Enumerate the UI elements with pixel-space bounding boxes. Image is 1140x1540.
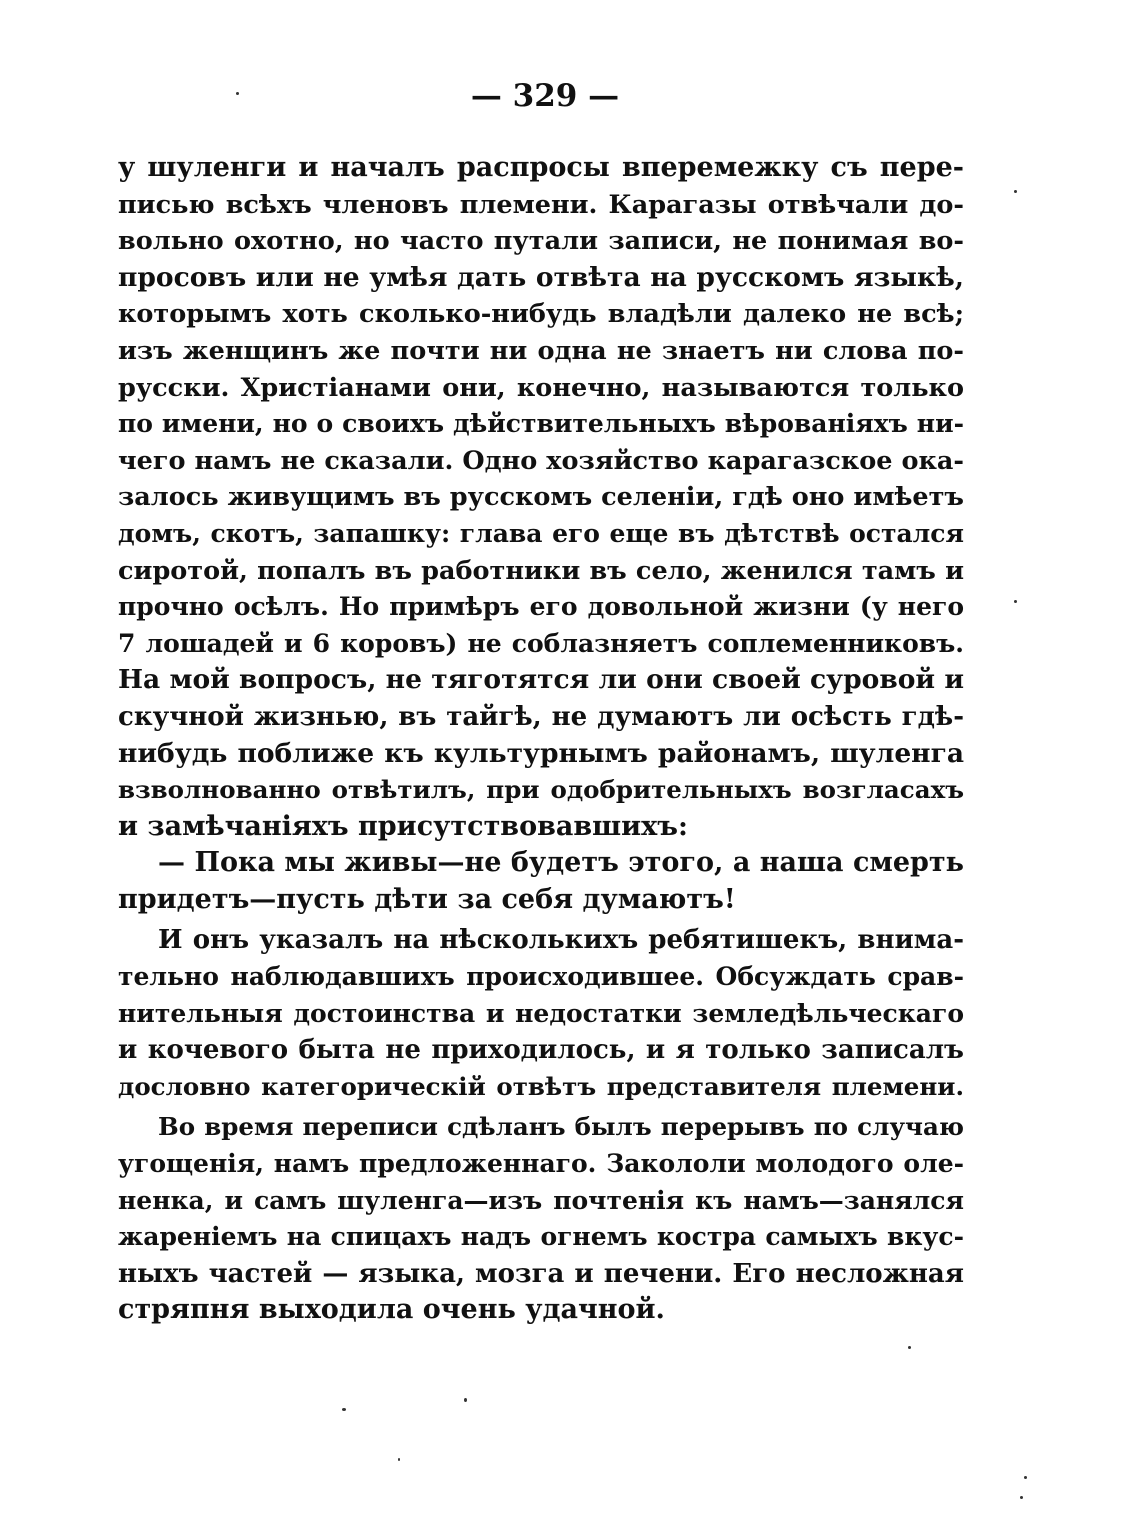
paragraph-start-line: Во время переписи сдѣланъ былъ перерывъ по случаю (158, 1112, 964, 1142)
text-line: ныхъ частей — языка, мозга и печени. Его несложная (118, 1258, 964, 1289)
text-line: жареніемъ на спицахъ надъ огнемъ костра самыхъ вкус- (118, 1222, 964, 1252)
text-line: которымъ хоть сколько-нибудь владѣли далеко не всѣ; (118, 299, 964, 330)
dialogue-line: — Пока мы живы—не будетъ этого, а наша смерть (158, 847, 964, 879)
text-line: просовъ или не умѣя дать отвѣта на русскомъ языкѣ, (118, 261, 964, 293)
text-line: скучной жизнью, въ тайгѣ, не думаютъ ли осѣсть гдѣ- (118, 701, 964, 732)
dialogue-line: придетъ—пусть дѣти за себя думаютъ! (118, 883, 736, 915)
page-number: — 329 — (470, 78, 620, 114)
scan-speck (398, 1458, 400, 1461)
scan-speck (236, 92, 239, 95)
scan-speck (1024, 1476, 1027, 1479)
scan-speck (1014, 600, 1017, 603)
text-line: по имени, но о своихъ дѣйствительныхъ вѣрованіяхъ ни- (118, 409, 964, 439)
text-line: стряпня выходила очень удачной. (118, 1294, 665, 1326)
text-line: изъ женщинъ же почти ни одна не знаетъ ни слова по- (118, 335, 964, 366)
text-line: нибудь поближе къ культурнымъ районамъ, шуленга (118, 737, 964, 769)
scan-speck (342, 1408, 346, 1411)
text-line: русски. Христіанами они, конечно, называются только (118, 372, 964, 403)
text-line: ненка, и самъ шуленга—изъ почтенія къ намъ—занялся (118, 1185, 964, 1215)
text-line: и замѣчаніяхъ присутствовавшихъ: (118, 810, 688, 842)
body-text (118, 150, 964, 1329)
scan-speck (1020, 1496, 1023, 1499)
text-line: На мой вопросъ, не тяготятся ли они своей суровой и (118, 664, 964, 696)
text-line: 7 лошадей и 6 коровъ) не соблазняетъ соплеменниковъ. (118, 628, 964, 658)
scan-speck (1014, 190, 1017, 193)
text-line: залось живущимъ въ русскомъ селеніи, гдѣ оно имѣетъ (118, 482, 964, 513)
text-line: угощенія, намъ предложеннаго. Закололи молодого оле- (118, 1149, 964, 1179)
paragraph-start-line: И онъ указалъ на нѣсколькихъ ребятишекъ, внима- (158, 925, 964, 956)
text-line: и кочевого быта не приходилось, и я только записалъ (118, 1035, 964, 1066)
text-line: нительныя достоинства и недостатки земледѣльческаго (118, 998, 964, 1028)
scan-speck (908, 1346, 911, 1349)
text-line: вольно охотно, но часто путали записи, не понимая во- (118, 226, 964, 257)
text-line: сиротой, попалъ въ работники въ село, женился тамъ и (118, 555, 964, 586)
text-line: у шуленги и началъ распросы вперемежку съ пере- (118, 152, 964, 183)
scan-speck (464, 1398, 467, 1402)
text-line: прочно осѣлъ. Но примѣръ его довольной жизни (у него (118, 592, 964, 622)
text-line: писью всѣхъ членовъ племени. Карагазы отвѣчали до- (118, 189, 964, 220)
text-line: взволнованно отвѣтилъ, при одобрительныхъ возгласахъ (118, 775, 964, 805)
text-line: чего намъ не сказали. Одно хозяйство карагазское ока- (118, 445, 964, 476)
text-line: дословно категорическій отвѣтъ представителя племени. (118, 1071, 964, 1101)
text-line: домъ, скотъ, запашку: глава его еще въ дѣтствѣ остался (118, 518, 964, 548)
text-line: тельно наблюдавшихъ происходившее. Обсуждать срав- (118, 962, 964, 992)
